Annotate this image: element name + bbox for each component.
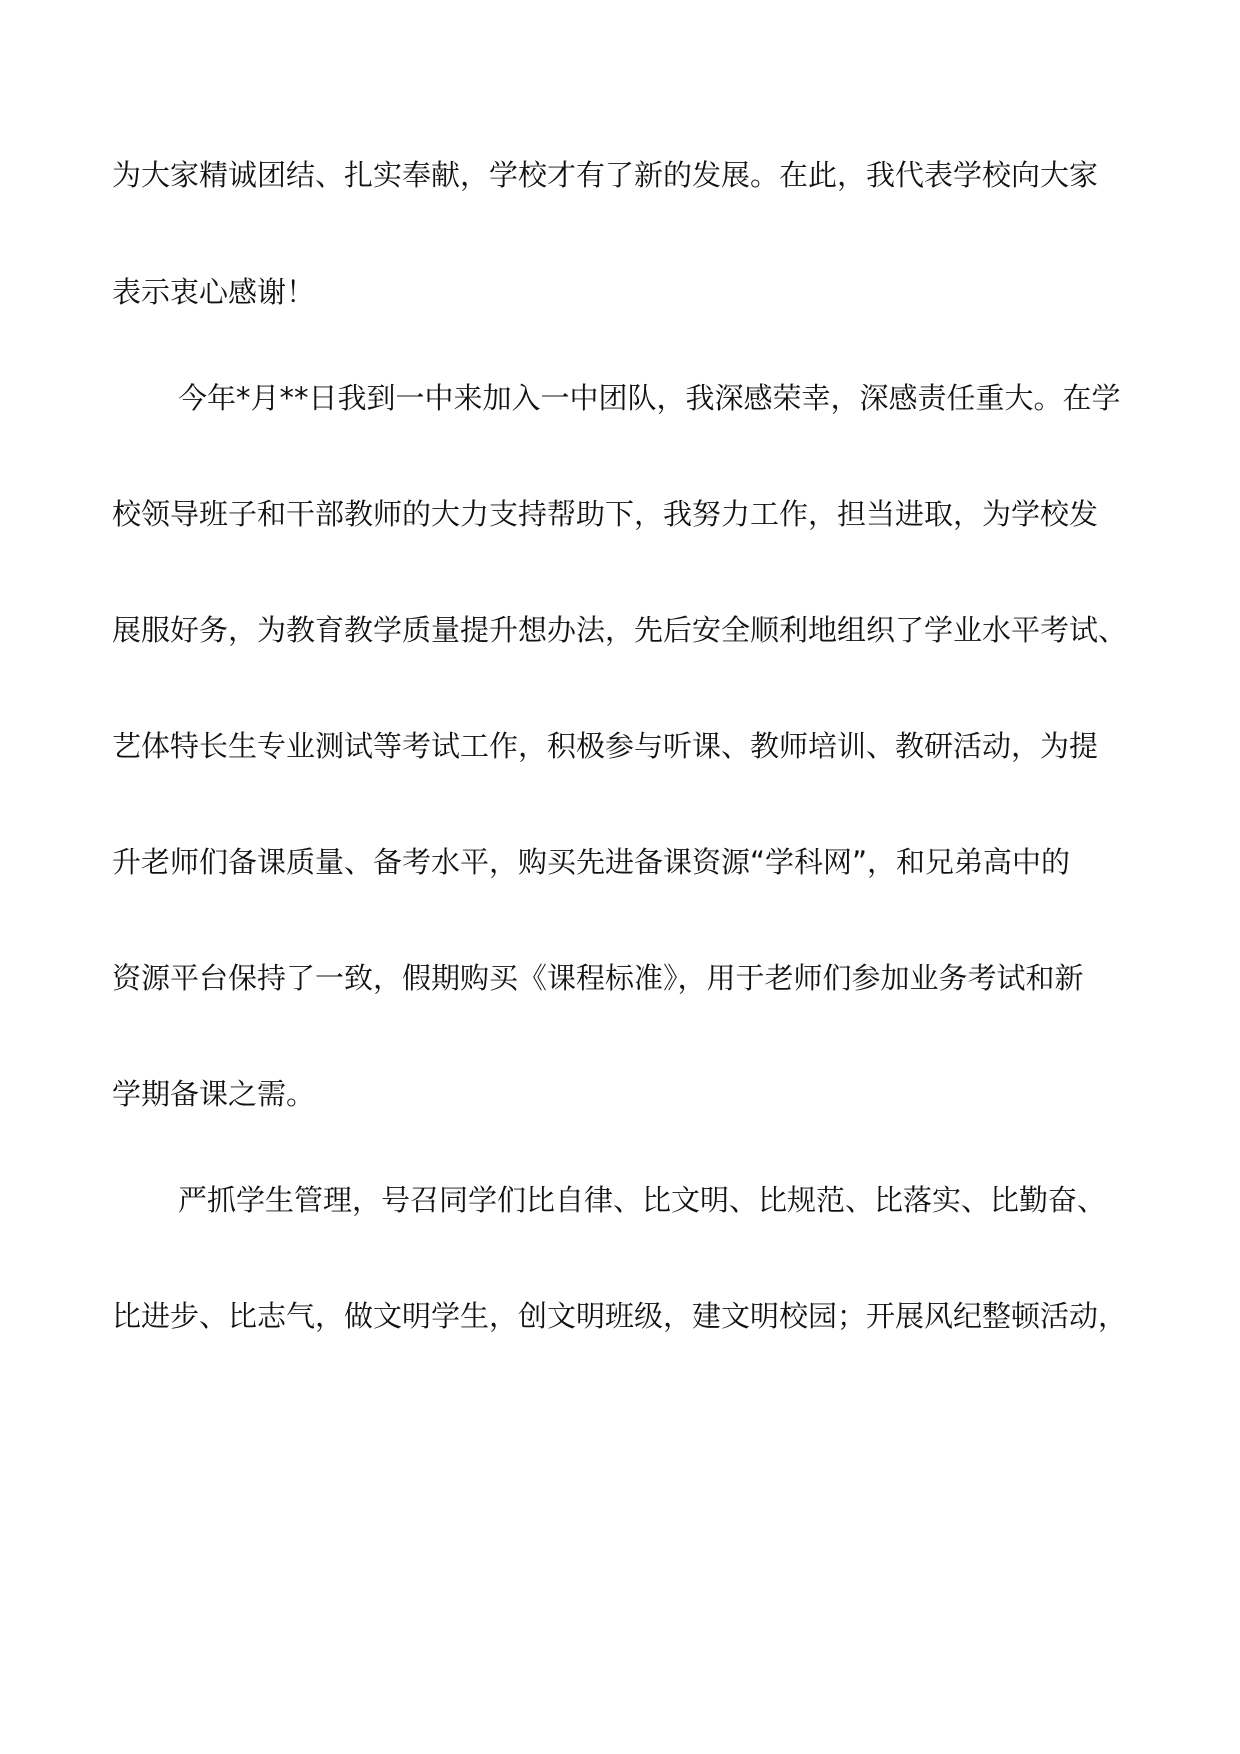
paragraph-3-first-line: 严抓学生管理，号召同学们比自律、比文明、比规范、比落实、比勤奋、 (178, 1183, 1107, 1217)
text-line-2: 表示衷心感谢！ (112, 275, 316, 309)
text-line-9: 学期备课之需。 (112, 1077, 316, 1111)
text-line-7: 升老师们备课质量、备考水平，购买先进备课资源“学科网”，和兄弟高中的 (112, 845, 1071, 879)
text-line-5: 展服好务，为教育教学质量提升想办法，先后安全顺利地组织了学业水平考试、 (112, 613, 1128, 647)
paragraph-2-first-line: 今年*月**日我到一中来加入一中团队，我深感荣幸，深感责任重大。在学 (178, 381, 1121, 415)
text-line-6: 艺体特长生专业测试等考试工作，积极参与听课、教师培训、教研活动，为提 (112, 729, 1099, 763)
text-line-8: 资源平台保持了一致，假期购买《课程标准》，用于老师们参加业务考试和新 (112, 961, 1084, 995)
text-line-4: 校领导班子和干部教师的大力支持帮助下，我努力工作，担当进取，为学校发 (112, 497, 1099, 531)
text-line-1: 为大家精诚团结、扎实奉献，学校才有了新的发展。在此，我代表学校向大家 (112, 158, 1099, 192)
text-line-11: 比进步、比志气，做文明学生，创文明班级，建文明校园；开展风纪整顿活动， (112, 1299, 1128, 1333)
